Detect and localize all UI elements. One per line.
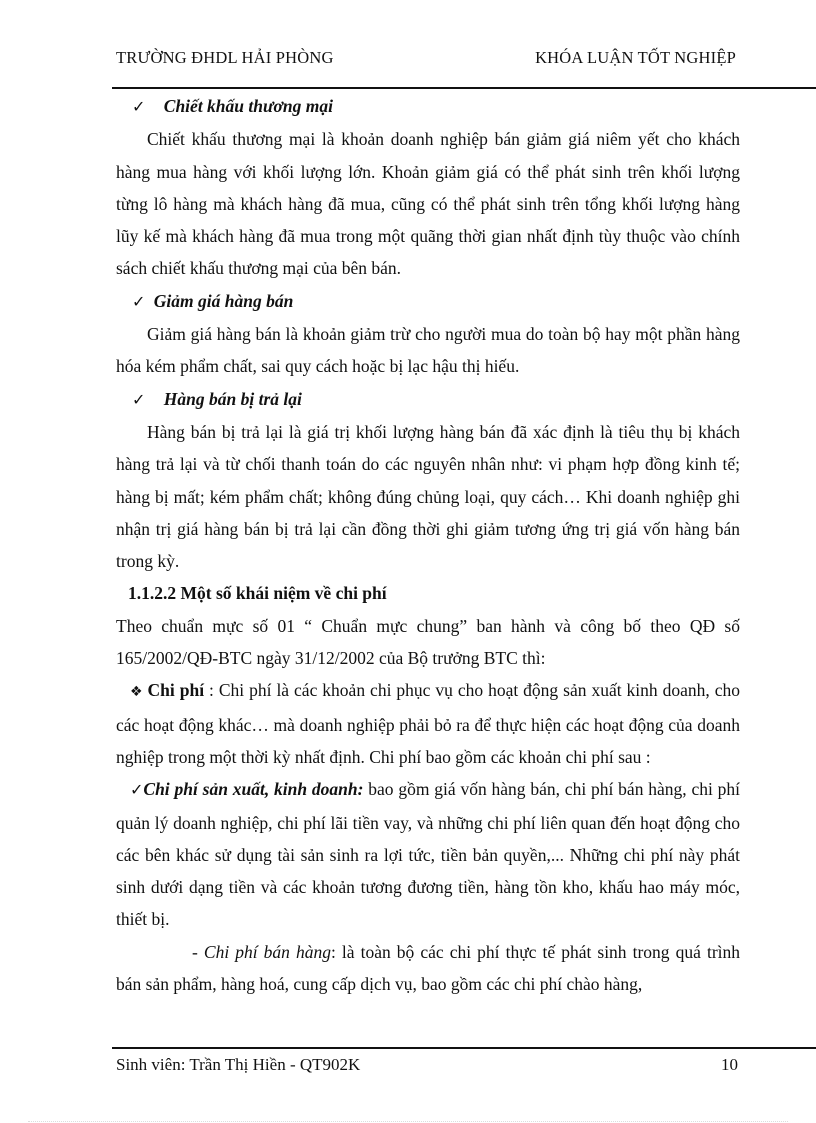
header-rule — [112, 87, 816, 89]
diamond-bullet-icon: ❖ — [130, 684, 143, 701]
page-number: 10 — [721, 1055, 738, 1074]
header-thesis: KHÓA LUẬN TỐT NGHIỆP — [535, 48, 736, 67]
checkmark-icon: ✓ — [130, 780, 144, 800]
chi-phi-ban-hang-label: Chi phí bán hàng — [203, 941, 331, 962]
header-school: TRƯỜNG ĐHDL HẢI PHÒNG — [116, 48, 334, 67]
sub-heading-chi-phi: 1.1.2.2 Một số khái niệm về chi phí — [128, 583, 387, 604]
chi-phi-text: : Chi phí là các khoản chi phục vụ cho hoạt động sản xuất kinh doanh, cho các hoạt động khác… mà doanh nghiệp phải bỏ ra để thực hiện các hoạt động của doanh nghiệp trong một thời kỳ nhất định. Chi phí bao gồm các khoản chi phí sau : — [116, 680, 740, 767]
chi-phi-label: Chi phí — [147, 680, 205, 701]
paragraph-tra-lai: Hàng bán bị trả lại là giá trị khối lượng hàng bán đã xác định là tiêu thụ bị khách hàng trả lại và từ chối thanh toán do các nguyên nhân như: vi phạm hợp đồng kinh tế; hàng bị mất; kém phẩm chất; không đúng chủng loại, quy cách… Khi doanh nghiệp ghi nhận trị giá hàng bán bị trả lại cần đồng thời ghi giảm tương ứng trị giá vốn hàng bán trong kỳ. — [116, 421, 740, 572]
checkmark-icon: ✓ — [132, 97, 146, 116]
heading-chiet-khau — [116, 90, 740, 123]
page-footer — [116, 1055, 738, 1075]
footer-student: Sinh viên: Trần Thị Hiền - QT902K — [116, 1055, 361, 1074]
paragraph-intro: Theo chuẩn mực số 01 “ Chuẩn mực chung” ban hành và công bố theo QĐ số 165/2002/QĐ-BTC ngày 31/12/2002 của Bộ trưởng BTC thì: — [116, 615, 740, 669]
paragraph-chi-phi-sx — [116, 773, 740, 935]
chi-phi-ban-hang-text: : là toàn bộ các chi phí thực tế phát sinh trong quá trình bán sản phẩm, hàng hoá, cung cấp dịch vụ, bao gồm các chi phí chào hàng, — [116, 941, 741, 995]
chi-phi-sx-label: Chi phí sản xuất, kinh doanh: — [143, 779, 364, 800]
heading-tra-lai-label: Hàng bán bị trả lại — [163, 388, 302, 409]
paragraph-chiet-khau: Chiết khấu thương mại là khoản doanh nghiệp bán giảm giá niêm yết cho khách hàng mua hàng với khối lượng lớn. Khoản giảm giá có thể phát sinh trên khối lượng từng lô hàng mà khách hàng đã mua, cũng có thể phát sinh trên tổng khối lượng hàng lũy kế mà khách hàng đã mua trong một quãng thời gian nhất định tùy thuộc vào chính sách chiết khấu thương mại của bên bán. — [116, 129, 740, 279]
footer-rule — [112, 1047, 816, 1049]
heading-giam-gia — [116, 285, 740, 318]
paragraph-giam-gia: Giảm giá hàng bán là khoản giảm trừ cho người mua do toàn bộ hay một phần hàng hóa kém phẩm chất, sai quy cách hoặc bị lạc hậu thị hiếu. — [116, 324, 740, 377]
dash-prefix: - — [192, 941, 204, 962]
paragraph-chi-phi-ban-hang — [116, 936, 740, 1001]
checkmark-icon: ✓ — [132, 291, 146, 311]
chi-phi-sx-text: bao gồm giá vốn hàng bán, chi phí bán hàng, chi phí quản lý doanh nghiệp, chi phí lãi tiền vay, và những chi phí liên quan đến hoạt động cho các bên khác sử dụng tài sản sinh ra lợi tức, tiền bản quyền,... Những chi phí này phát sinh dưới dạng tiền và các khoản tương đương tiền, hàng tồn kho, khấu hao máy móc, thiết bị. — [116, 779, 741, 930]
heading-tra-lai — [116, 383, 740, 416]
paragraph-chi-phi — [116, 674, 740, 773]
heading-chiet-khau-label: Chiết khấu thương mại — [163, 96, 333, 116]
checkmark-icon: ✓ — [132, 389, 146, 409]
document-body — [116, 90, 740, 1000]
page-edge-divider — [28, 1121, 788, 1122]
heading-giam-gia-label: Giảm giá hàng bán — [153, 290, 294, 311]
